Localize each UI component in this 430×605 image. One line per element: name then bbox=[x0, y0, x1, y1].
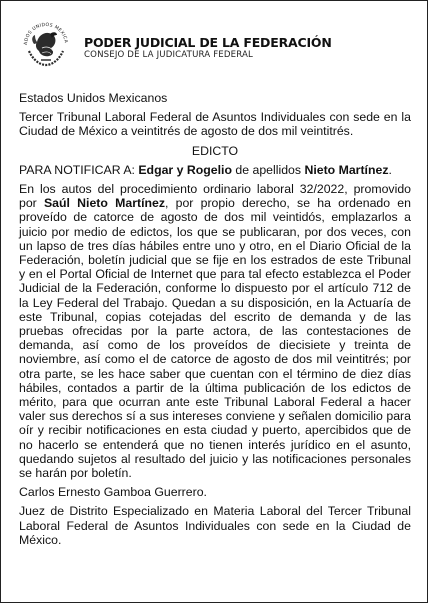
court-date-line: Tercer Tribunal Laboral Federal de Asuntos Individuales con sede en la Ciudad de México a veintitrés de agosto de dos mil veintitrés. bbox=[19, 110, 411, 139]
organization-block bbox=[84, 35, 332, 61]
edict-body bbox=[19, 91, 411, 552]
seal-text: ADOS UNIDOS MEXICA bbox=[23, 22, 68, 46]
document-title: EDICTO bbox=[191, 143, 239, 158]
organization-name: PODER JUDICIAL DE LA FEDERACIÓN bbox=[84, 35, 332, 50]
plaintiff-name: Saúl Nieto Martínez bbox=[43, 196, 165, 211]
country-line: Estados Unidos Mexicanos bbox=[19, 91, 168, 105]
notify-end: . bbox=[388, 162, 392, 177]
letterhead bbox=[20, 18, 410, 74]
signatory-name: Carlos Ernesto Gamboa Guerrero. bbox=[19, 485, 207, 500]
main-paragraph bbox=[19, 182, 411, 480]
organization-subtitle: CONSEJO DE LA JUDICATURA FEDERAL bbox=[84, 50, 253, 60]
notify-names: Edgar y Rogelio bbox=[138, 162, 232, 177]
body-rest: , por propio derecho, se ha ordenado en proveído de catorce de agosto de dos mil veintidós, emplazarlos a juicio por medio de edictos, los que se publicaran, por dos veces, con un lapso de tres días hábiles entre uno y otro, en el Diario Oficial de la Federación, boletín judicial que se fije en los estrados de este Tribunal y en el Portal Oficial de Internet que para tal efecto establezca el Poder Judicial de la Federación, conforme lo dispuesto por el artículo 712 de la Ley Federal del Trabajo. Quedan a su disposición, en la Actuaría de este Tribunal, copias cotejadas del escrito de demanda y de las pruebas ofrecidas por la parte actora, de las contestaciones de demanda, así como de los proveídos de diecisiete y treinta de noviembre, así como el de catorce de agosto de dos mil veintitrés; por otra parte, se les hace saber que cuentan con el término de diez días hábiles, contados a partir de la última publicación de los edictos de mérito, para que ocurran ante este Tribunal Laboral Federal a hacer valer sus derechos sí a sus intereses conviene y señalen domicilio para oír y recibir notificaciones en esta ciudad y puerto, apercibidos que de no hacerlo se entenderá que no tienen interés jurídico en el asunto, quedando sujetos al resultado del juicio y las notificaciones personales se harán por boletín. bbox=[19, 196, 411, 481]
notify-surname: Nieto Martínez bbox=[304, 162, 389, 177]
body-start: En los autos del procedimiento ordinario laboral 32/2022, promovido por bbox=[19, 182, 411, 211]
national-seal-icon bbox=[20, 18, 72, 70]
signatory-title: Juez de Distrito Especializado en Materia Laboral del Tercer Tribunal Laboral Federal de Asuntos Individuales con sede en la Ciudad de México. bbox=[19, 504, 411, 547]
notify-prefix: PARA NOTIFICAR A: bbox=[19, 162, 139, 177]
notify-middle: de apellidos bbox=[231, 162, 305, 177]
notify-line bbox=[19, 163, 411, 177]
